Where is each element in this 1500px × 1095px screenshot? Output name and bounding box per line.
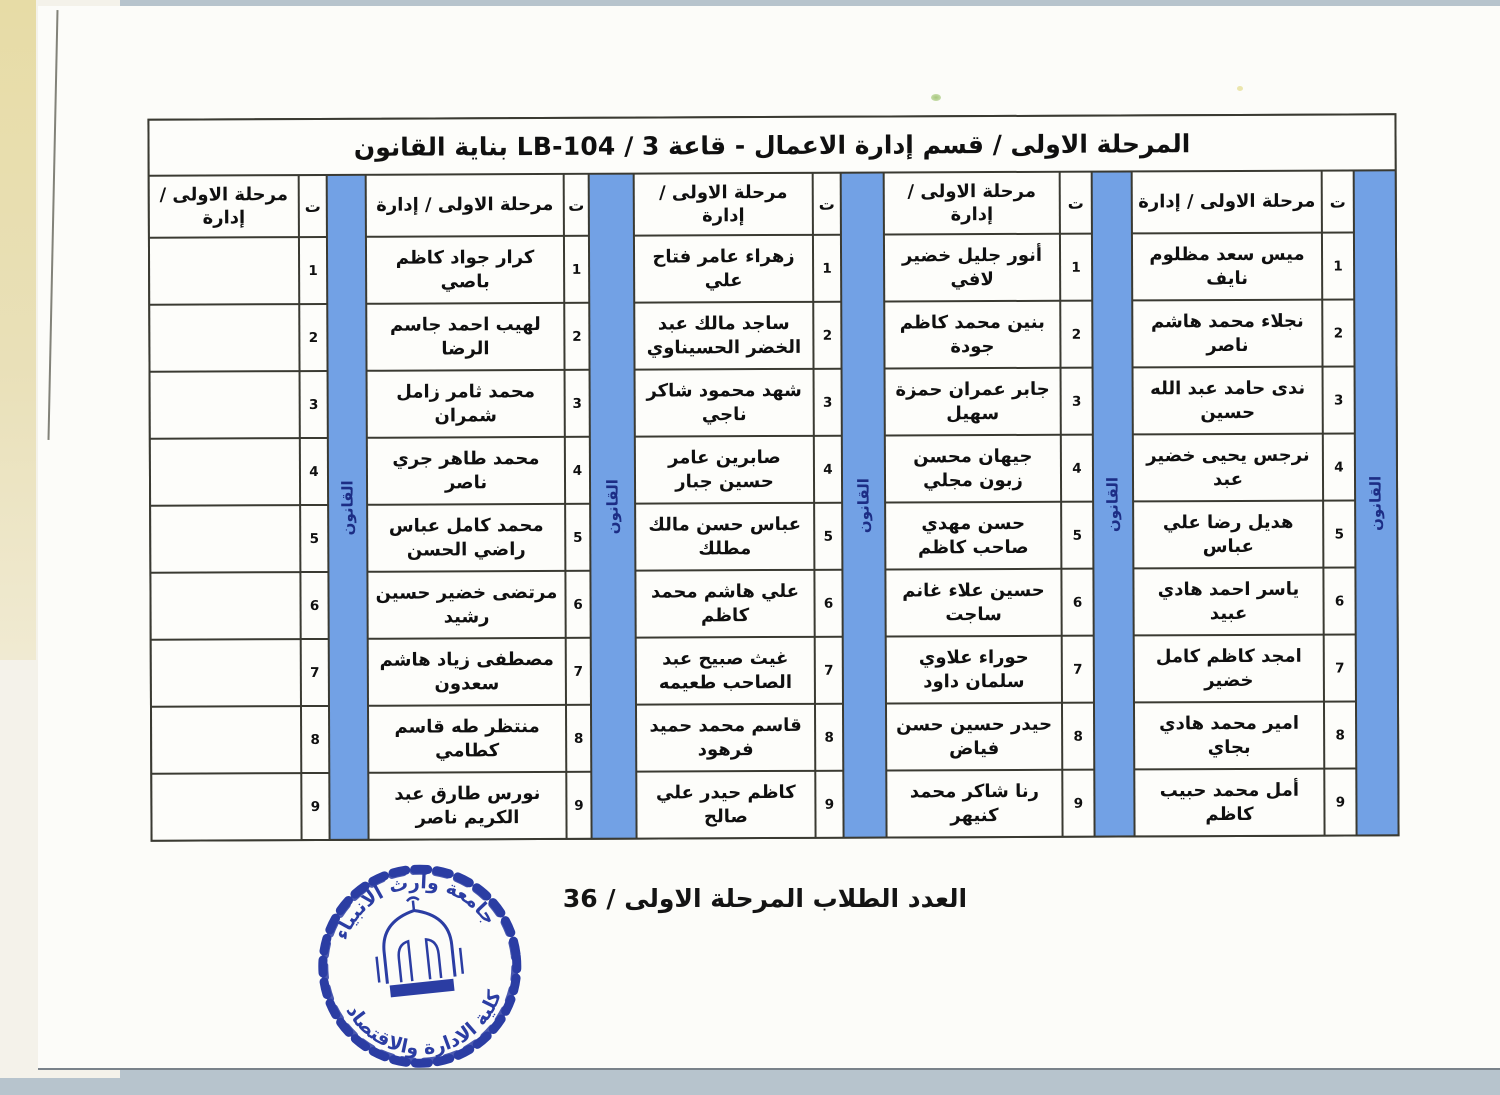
student-name-cell: رنا شاكر محمد كنيهر bbox=[887, 771, 1061, 837]
student-name-cell: حوراء علاوي سلمان داود bbox=[887, 637, 1061, 703]
row-number-cell: 2 bbox=[814, 303, 840, 368]
row-number-cell: 9 bbox=[567, 773, 590, 838]
student-name-cell: ساجد مالك عبد الخضر الحسيناوي bbox=[635, 303, 812, 369]
row-number-cell: 3 bbox=[1062, 369, 1092, 434]
student-count-line: العدد الطلاب المرحلة الاولى / 36 bbox=[562, 884, 968, 913]
building-strip-label: القانون bbox=[338, 479, 357, 535]
student-name-cell: منتظر طه قاسم كطامي bbox=[369, 706, 565, 772]
building-strip-label: القانون bbox=[603, 478, 622, 534]
class-roster-table bbox=[147, 113, 1399, 841]
row-number-cell: 7 bbox=[1063, 637, 1093, 702]
row-number-cell: 3 bbox=[1324, 367, 1354, 432]
row-number-cell: 5 bbox=[301, 506, 327, 571]
row-number-cell: 3 bbox=[566, 371, 589, 436]
student-name-cell: بنين محمد كاظم جودة bbox=[885, 302, 1059, 368]
row-number-cell: 8 bbox=[302, 707, 328, 772]
row-number-cell: 6 bbox=[815, 571, 841, 636]
student-name-cell bbox=[151, 372, 299, 438]
student-name-cell: أنور جليل خضير لافي bbox=[885, 235, 1059, 301]
stamp-shrine-icon bbox=[371, 893, 465, 998]
group-header: مرحلة الاولى / إدارة bbox=[885, 173, 1059, 234]
underlying-page-edge bbox=[0, 0, 36, 660]
index-column-header: ت bbox=[1061, 173, 1091, 233]
building-strip bbox=[1093, 172, 1134, 835]
student-name-cell bbox=[151, 573, 299, 639]
building-strip bbox=[590, 175, 636, 838]
index-column-header: ت bbox=[300, 176, 326, 236]
stamp-bottom-text: كلية الادارة والاقتصاد bbox=[341, 987, 506, 1060]
student-name-cell: امير محمد هادي بجاي bbox=[1135, 703, 1323, 769]
stamp-top-text: جامعة وارث الانبياء bbox=[330, 871, 501, 943]
row-number-cell: 4 bbox=[1324, 434, 1354, 499]
row-number-cell: 7 bbox=[816, 638, 842, 703]
student-name-cell: محمد طاهر جري ناصر bbox=[368, 438, 564, 504]
student-name-cell: غيث صبيح عبد الصاحب طعيمه bbox=[637, 638, 814, 704]
row-number-cell: 9 bbox=[816, 772, 842, 837]
svg-text:كلية الادارة والاقتصاد bbox=[341, 985, 512, 1068]
row-number-cell: 5 bbox=[1324, 501, 1354, 566]
group-header: مرحلة الاولى / إدارة bbox=[635, 174, 812, 235]
row-number-cell: 1 bbox=[1061, 235, 1091, 300]
student-name-cell: ميس سعد مظلوم نايف bbox=[1133, 234, 1321, 300]
student-name-cell: مرتضى خضير حسين رشيد bbox=[368, 572, 564, 638]
index-column-header: ت bbox=[814, 174, 840, 234]
student-name-cell: صابرين عامر حسين جبار bbox=[636, 437, 813, 503]
row-number-cell: 3 bbox=[301, 372, 327, 437]
row-number-cell: 5 bbox=[1062, 503, 1092, 568]
student-name-cell: مصطفى زياد هاشم سعدون bbox=[369, 639, 565, 705]
building-strip bbox=[328, 176, 368, 839]
row-number-cell: 7 bbox=[302, 640, 328, 705]
student-name-cell: حيدر حسين حسن فياض bbox=[887, 704, 1061, 770]
row-number-cell: 7 bbox=[567, 639, 590, 704]
student-name-cell: عباس حسن مالك مطلك bbox=[636, 504, 813, 570]
student-name-cell: ياسر احمد هادي عبيد bbox=[1134, 569, 1322, 635]
student-name-cell bbox=[151, 439, 299, 505]
building-strip-label: القانون bbox=[854, 477, 873, 533]
row-number-cell: 2 bbox=[300, 305, 326, 370]
student-name-cell: لهيب احمد جاسم الرضا bbox=[367, 304, 563, 370]
row-number-cell: 4 bbox=[301, 439, 327, 504]
student-name-cell bbox=[152, 774, 300, 840]
row-number-cell: 4 bbox=[815, 437, 841, 502]
row-number-cell: 7 bbox=[1325, 635, 1355, 700]
student-name-cell: نرجس يحيى خضير عبد bbox=[1134, 435, 1322, 501]
index-column-header: ت bbox=[565, 175, 588, 235]
group-header: مرحلة الاولى / إدارة bbox=[367, 175, 563, 236]
row-number-cell: 2 bbox=[1323, 300, 1353, 365]
row-number-cell: 6 bbox=[566, 572, 589, 637]
row-number-cell: 9 bbox=[302, 774, 328, 839]
scan-speck bbox=[931, 94, 941, 101]
row-number-cell: 1 bbox=[814, 236, 840, 301]
student-name-cell bbox=[152, 640, 300, 706]
row-number-cell: 3 bbox=[815, 370, 841, 435]
group-header: مرحلة الاولى / إدارة bbox=[150, 176, 298, 237]
student-name-cell: جابر عمران حمزة سهيل bbox=[886, 369, 1060, 435]
group-header: مرحلة الاولى / إدارة bbox=[1133, 172, 1321, 233]
student-name-cell: حسين علاء غانم ساجت bbox=[886, 570, 1060, 636]
row-number-cell: 4 bbox=[566, 438, 589, 503]
student-name-cell: علي هاشم محمد كاظم bbox=[636, 571, 813, 637]
row-number-cell: 2 bbox=[1061, 302, 1091, 367]
student-name-cell: امجد كاظم كامل خضير bbox=[1135, 636, 1323, 702]
row-number-cell: 6 bbox=[1062, 570, 1092, 635]
student-name-cell: جيهان محسن زبون مجلي bbox=[886, 436, 1060, 502]
student-name-cell bbox=[152, 707, 300, 773]
row-number-cell: 1 bbox=[300, 238, 326, 303]
student-name-cell: أمل محمد حبيب كاظم bbox=[1135, 770, 1323, 836]
university-stamp bbox=[296, 841, 547, 1095]
student-name-cell: محمد كامل عباس راضي الحسن bbox=[368, 505, 564, 571]
scan-speck bbox=[1237, 86, 1243, 91]
student-name-cell: كاظم حيدر علي صالح bbox=[637, 772, 814, 838]
row-number-cell: 9 bbox=[1063, 771, 1093, 836]
student-name-cell bbox=[150, 238, 298, 304]
row-number-cell: 8 bbox=[1325, 702, 1355, 767]
row-number-cell: 5 bbox=[566, 505, 589, 570]
table-title: المرحلة الاولى / قسم إدارة الاعمال - قاعة 3 / LB-104 بناية القانون bbox=[149, 115, 1394, 174]
row-number-cell: 8 bbox=[567, 706, 590, 771]
index-column-header: ت bbox=[1323, 171, 1353, 231]
row-number-cell: 1 bbox=[1323, 233, 1353, 298]
row-number-cell: 8 bbox=[816, 705, 842, 770]
student-name-cell: هديل رضا علي عباس bbox=[1134, 502, 1322, 568]
row-number-cell: 8 bbox=[1063, 704, 1093, 769]
row-number-cell: 2 bbox=[565, 304, 588, 369]
student-name-cell bbox=[150, 305, 298, 371]
building-strip-label: القانون bbox=[1103, 476, 1123, 532]
student-name-cell: شهد محمود شاكر ناجي bbox=[636, 370, 813, 436]
student-name-cell: قاسم محمد حميد فرهود bbox=[637, 705, 814, 771]
row-number-cell: 5 bbox=[815, 504, 841, 569]
row-number-cell: 6 bbox=[1324, 568, 1354, 633]
student-name-cell: كرار جواد كاظم باصي bbox=[367, 237, 563, 303]
row-number-cell: 1 bbox=[565, 237, 588, 302]
student-name-cell: نجلاء محمد هاشم ناصر bbox=[1133, 301, 1321, 367]
student-name-cell: نورس طارق عبد الكريم ناصر bbox=[369, 773, 565, 839]
building-strip bbox=[842, 174, 886, 837]
row-number-cell: 6 bbox=[301, 573, 327, 638]
student-name-cell bbox=[151, 506, 299, 572]
student-name-cell: محمد ثامر زامل شمران bbox=[368, 371, 564, 437]
building-strip bbox=[1355, 171, 1398, 834]
student-name-cell: حسن مهدي صاحب كاظم bbox=[886, 503, 1060, 569]
row-number-cell: 9 bbox=[1325, 769, 1355, 834]
row-number-cell: 4 bbox=[1062, 436, 1092, 501]
student-name-cell: ندى حامد عبد الله حسين bbox=[1134, 368, 1322, 434]
building-strip-label: القانون bbox=[1366, 475, 1386, 531]
student-name-cell: زهراء عامر فتاح علي bbox=[635, 236, 812, 302]
